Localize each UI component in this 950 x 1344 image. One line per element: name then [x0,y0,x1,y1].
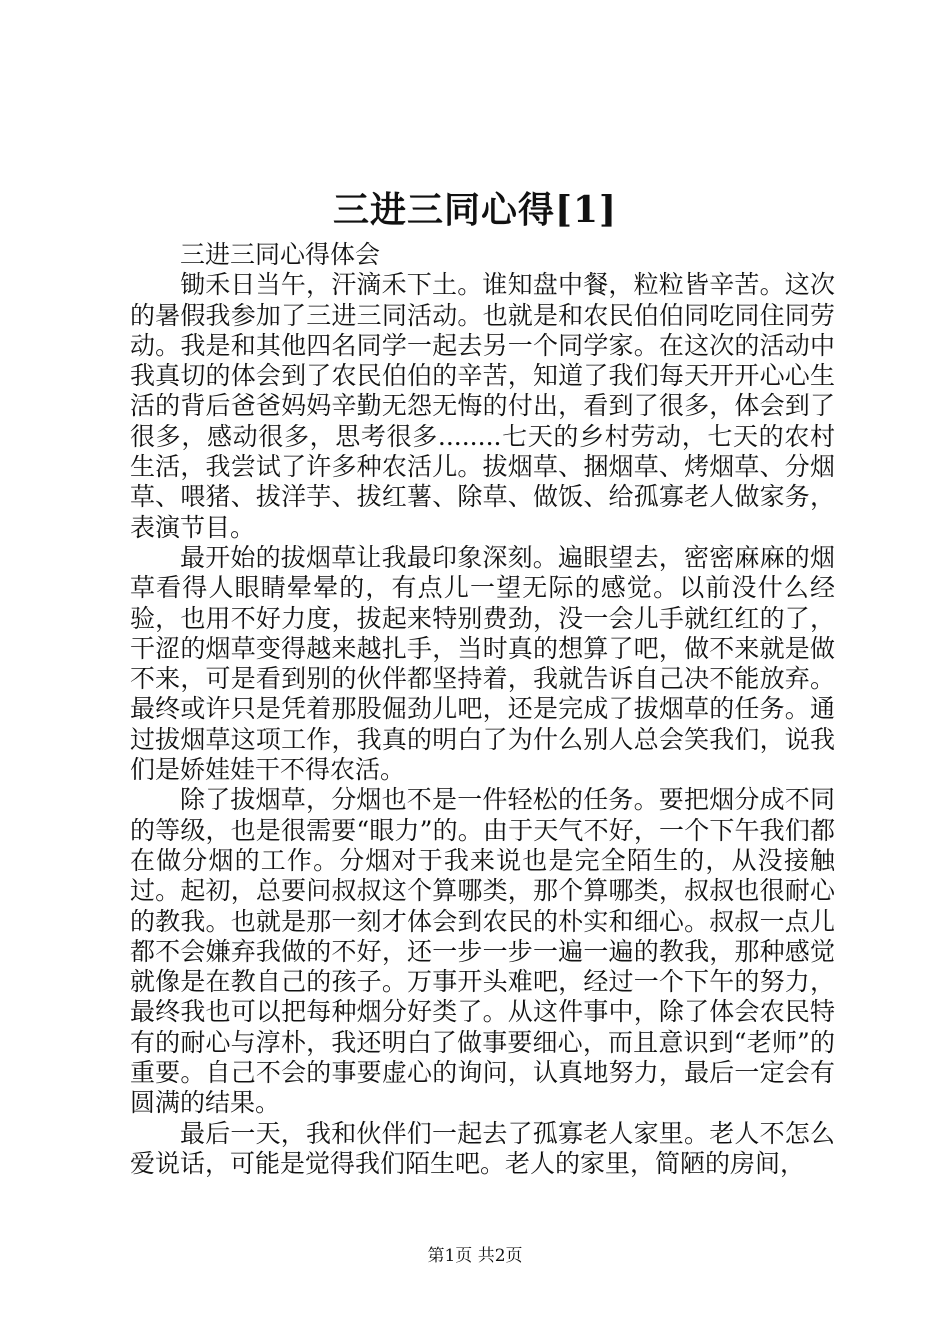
page-number: 第1页 共2页 [427,1246,523,1266]
subtitle: 三进三同心得体会 [180,240,381,269]
paragraph: 最开始的拔烟草让我最印象深刻。遍眼望去，密密麻麻的烟草看得人眼睛晕晕的，有点儿一望无际的感觉。以前没什么经验，也用不好力度，拔起来特别费劲，没一会儿手就红红的了，干涩的烟草变得越来越扎手，当时真的想算了吧，做不来就是做不来，可是看到别的伙伴都坚持着，我就告诉自己决不能放弃。最终或许只是凭着那股倔劲儿吧，还是完成了拔烟草的任务。通过拔烟草这项工作，我真的明白了为什么别人总会笑我们，说我们是娇娃娃干不得农活。 [130,542,835,785]
paragraph: 最后一天，我和伙伴们一起去了孤寡老人家里。老人不怎么爱说话，可能是觉得我们陌生吧。老人的家里，简陋的房间， [130,1118,835,1178]
paragraph: 锄禾日当午，汗滴禾下土。谁知盘中餐，粒粒皆辛苦。这次的暑假我参加了三进三同活动。也就是和农民伯伯同吃同住同劳动。我是和其他四名同学一起去另一个同学家。在这次的活动中我真切的体会到了农民伯伯的辛苦，知道了我们每天开开心心生活的背后爸爸妈妈辛勤无怨无悔的付出，看到了很多，体会到了很多，感动很多，思考很多........七天的乡村劳动，七天的农村生活，我尝试了许多种农活儿。拔烟草、捆烟草、烤烟草、分烟草、喂猪、拔洋芋、拔红薯、除草、做饭、给孤寡老人做家务，表演节目。 [130,270,835,542]
document-body [130,240,835,1179]
paragraph: 除了拔烟草，分烟也不是一件轻松的任务。要把烟分成不同的等级，也是很需要“眼力”的。由于天气不好，一个下午我们都在做分烟的工作。分烟对于我来说也是完全陌生的，从没接触过。起初，总要问叔叔这个算哪类，那个算哪类，叔叔也很耐心的教我。也就是那一刻才体会到农民的朴实和细心。叔叔一点儿都不会嫌弃我做的不好，还一步一步一遍一遍的教我，那种感觉就像是在教自己的孩子。万事开头难吧，经过一个下午的努力，最终我也可以把每种烟分好类了。从这件事中，除了体会农民特有的耐心与淳朴，我还明白了做事要细心，而且意识到“老师”的重要。自己不会的事要虚心的询问，认真地努力，最后一定会有圆满的结果。 [130,785,835,1118]
document-title: 三进三同心得[1] [332,189,618,231]
